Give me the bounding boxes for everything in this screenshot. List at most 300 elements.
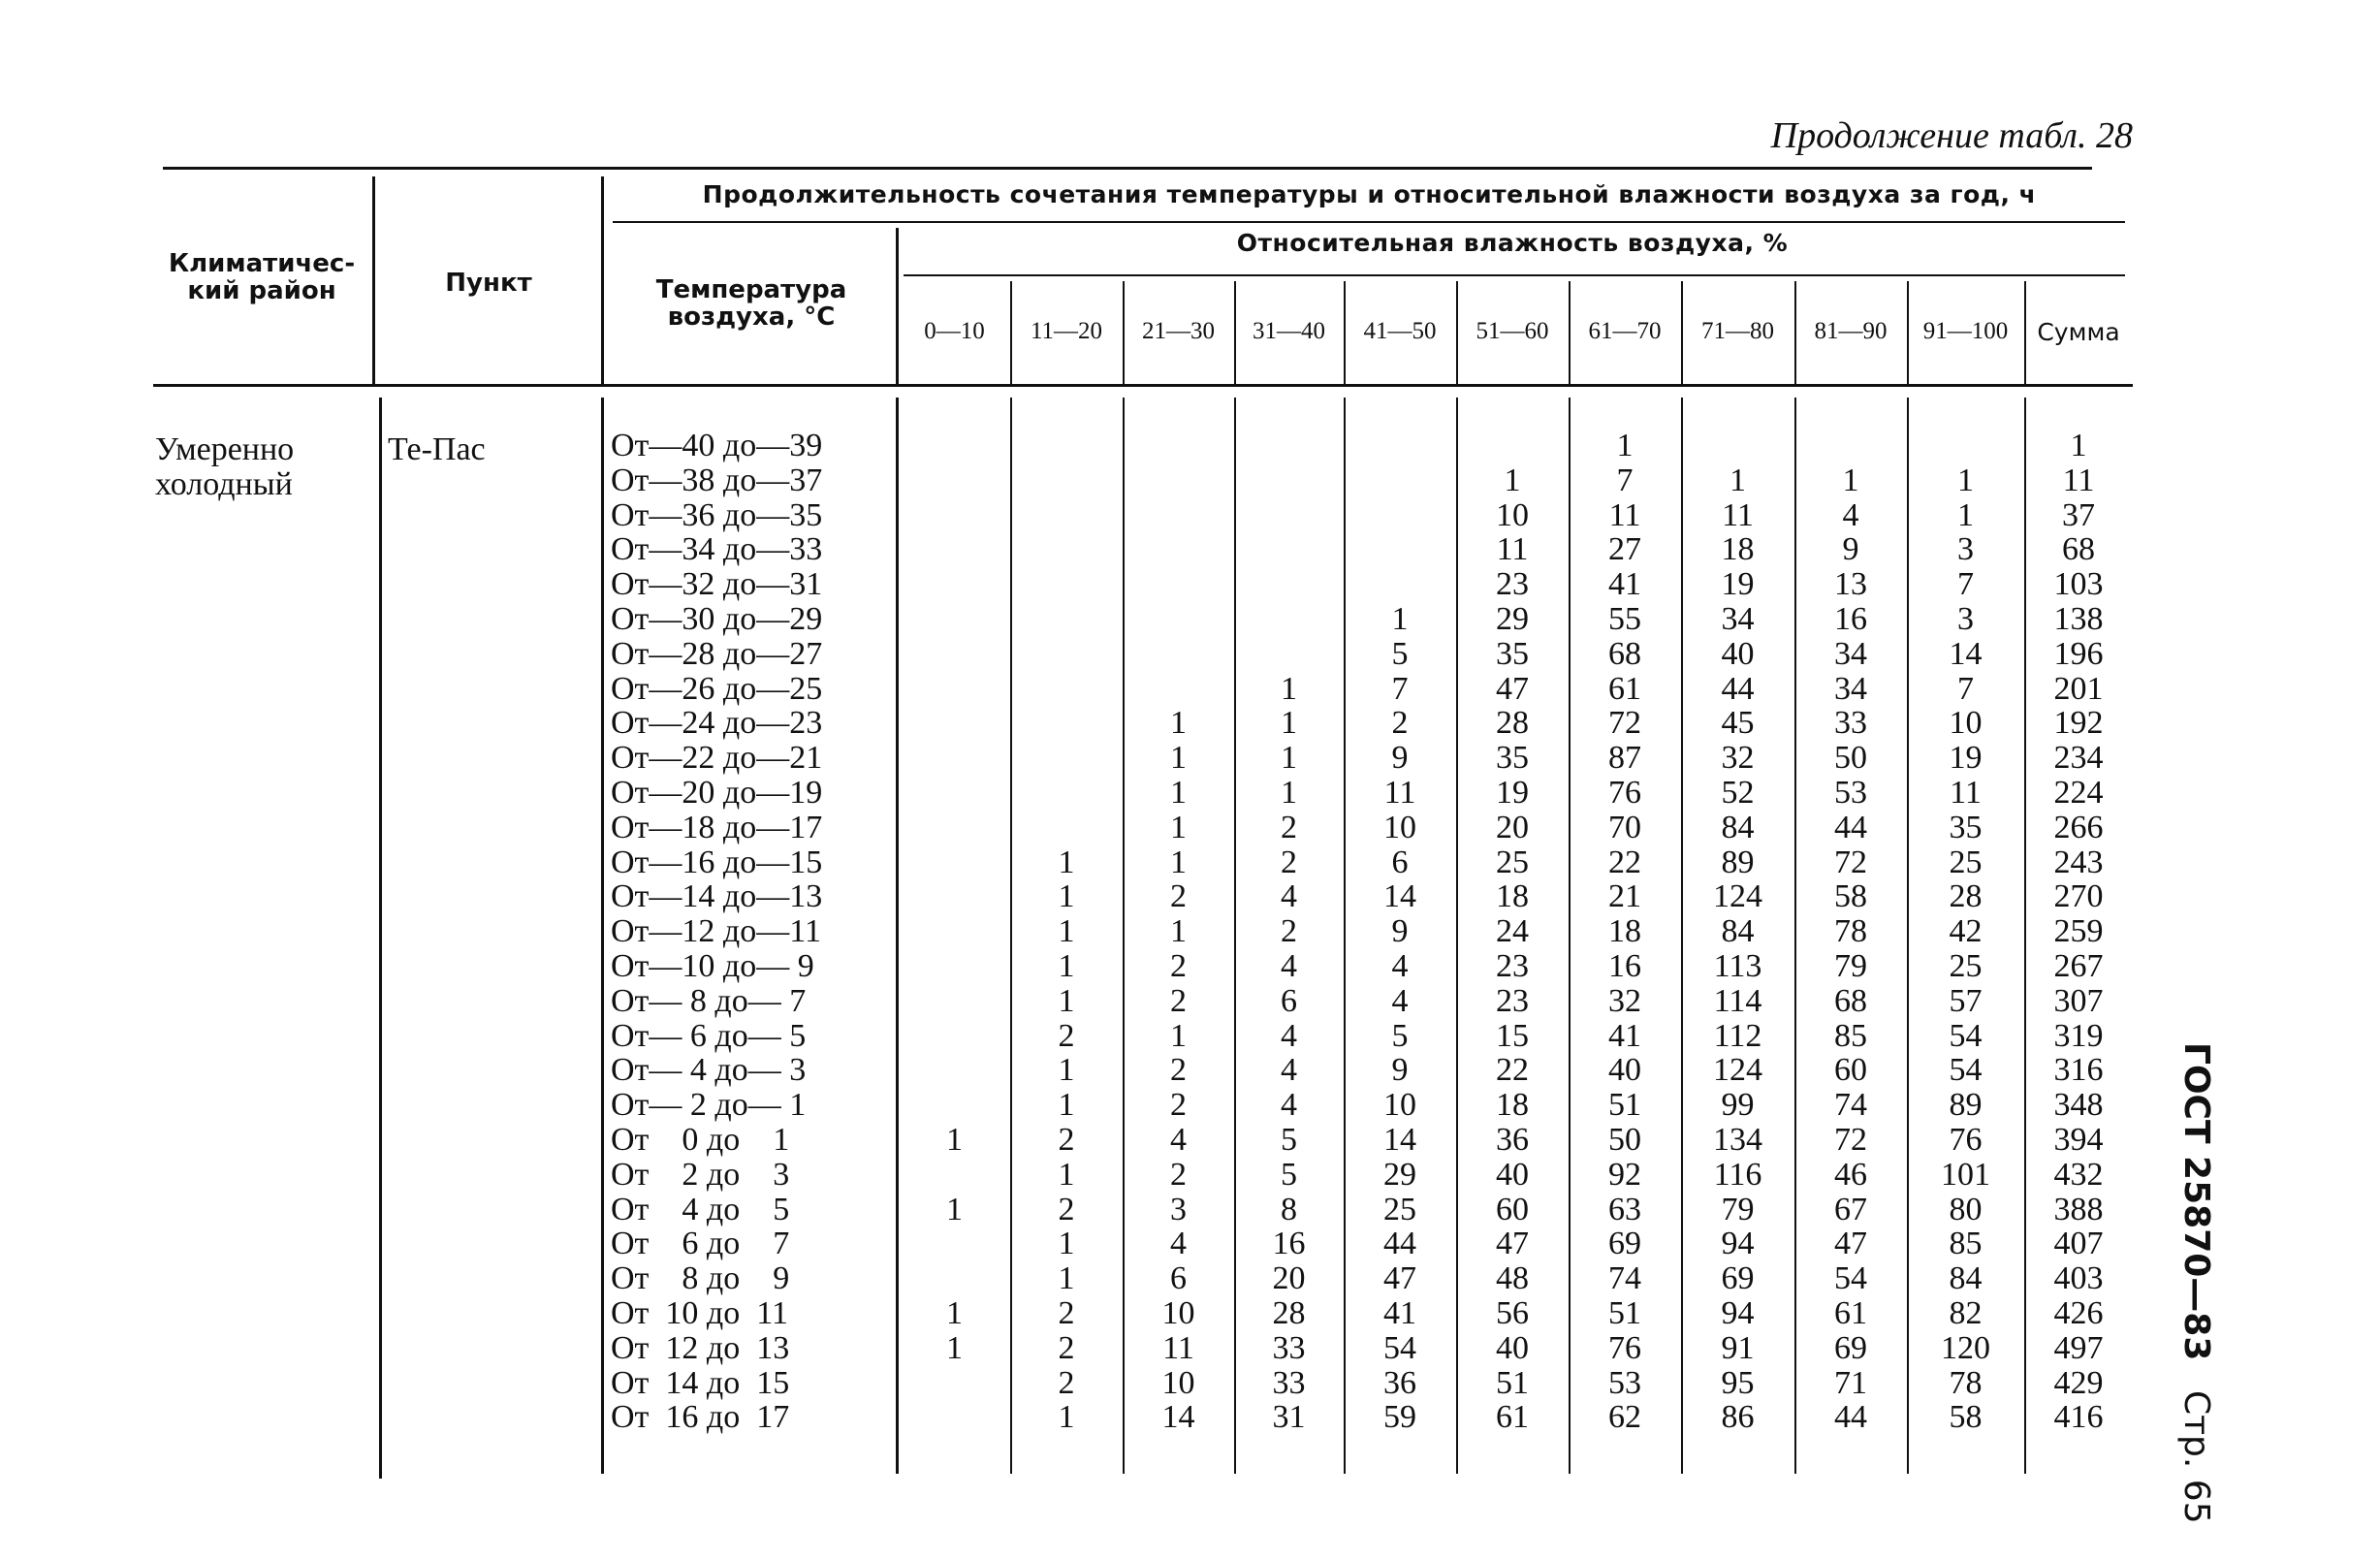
humidity-column-header: 91—100 bbox=[1922, 318, 2009, 344]
district-cell: Умеренно холодный bbox=[155, 431, 295, 502]
humidity-column-header: 31—40 bbox=[1253, 318, 1325, 344]
hours-cell: 11 bbox=[1950, 775, 1982, 811]
col-divider bbox=[601, 176, 604, 385]
hours-cell: 10 bbox=[1383, 809, 1416, 845]
hours-cell: 10 bbox=[1383, 1087, 1416, 1124]
hours-cell: 18 bbox=[1608, 913, 1641, 950]
hours-cell: 3 bbox=[1957, 601, 1974, 637]
temperature-range: От 6 до 7 bbox=[611, 1226, 790, 1262]
hours-cell: 27 bbox=[1608, 531, 1641, 568]
temperature-range: От—24 до—23 bbox=[611, 705, 823, 742]
hours-cell: 76 bbox=[1949, 1122, 1983, 1158]
point-cell: Те-Пас bbox=[388, 431, 486, 467]
hours-cell: 4 bbox=[1281, 1087, 1297, 1124]
hours-cell: 61 bbox=[1834, 1295, 1867, 1331]
hours-cell: 85 bbox=[1949, 1226, 1983, 1262]
hours-cell: 21 bbox=[1608, 878, 1641, 915]
hours-cell: 76 bbox=[1608, 1329, 1641, 1366]
hours-cell: 61 bbox=[1496, 1399, 1529, 1436]
hours-cell: 79 bbox=[1834, 948, 1867, 984]
hours-cell: 51 bbox=[1608, 1295, 1641, 1331]
hours-cell: 18 bbox=[1496, 1087, 1529, 1124]
sum-cell: 426 bbox=[2053, 1295, 2104, 1331]
hours-cell: 24 bbox=[1496, 913, 1529, 950]
hours-cell: 7 bbox=[1616, 462, 1634, 498]
hours-cell: 124 bbox=[1713, 1052, 1762, 1089]
humidity-column-header: 61—70 bbox=[1588, 318, 1662, 344]
hours-cell: 40 bbox=[1721, 635, 1755, 672]
hours-cell: 41 bbox=[1608, 1017, 1641, 1054]
hours-cell: 9 bbox=[1391, 740, 1409, 777]
side-caption bbox=[2176, 1042, 2216, 1524]
hours-cell: 1 bbox=[1058, 1260, 1075, 1297]
hours-cell: 50 bbox=[1608, 1122, 1641, 1158]
hours-cell: 85 bbox=[1834, 1017, 1867, 1054]
hours-cell: 47 bbox=[1383, 1260, 1416, 1297]
hours-cell: 13 bbox=[1834, 566, 1867, 603]
hours-cell: 7 bbox=[1391, 670, 1409, 707]
hours-cell: 1 bbox=[1957, 496, 1974, 533]
hours-cell: 28 bbox=[1272, 1295, 1306, 1331]
humidity-rule bbox=[904, 274, 2125, 276]
hours-cell: 22 bbox=[1608, 844, 1641, 880]
sum-cell: 316 bbox=[2053, 1052, 2104, 1089]
hours-cell: 80 bbox=[1949, 1191, 1983, 1227]
hours-cell: 1 bbox=[1170, 775, 1187, 811]
hours-cell: 14 bbox=[1383, 1122, 1416, 1158]
hours-cell: 84 bbox=[1721, 809, 1755, 845]
col-divider bbox=[896, 228, 899, 385]
hours-cell: 113 bbox=[1713, 948, 1762, 984]
hours-cell: 55 bbox=[1608, 601, 1641, 637]
humidity-column-header: Сумма bbox=[2037, 318, 2120, 346]
hours-cell: 1 bbox=[1281, 670, 1297, 707]
point-header: Пункт bbox=[445, 269, 532, 298]
hours-cell: 47 bbox=[1834, 1226, 1867, 1262]
sum-cell: 348 bbox=[2053, 1087, 2104, 1124]
group-header: Продолжительность сочетания температуры и относительной влажности воздуха за год, ч bbox=[702, 180, 2037, 208]
hours-cell: 61 bbox=[1608, 670, 1641, 707]
sum-cell: 11 bbox=[2062, 462, 2095, 498]
sum-cell: 68 bbox=[2062, 531, 2095, 568]
col-divider bbox=[372, 176, 375, 385]
hours-cell: 14 bbox=[1383, 878, 1416, 915]
page-number: Стр. 65 bbox=[2176, 1389, 2216, 1524]
hours-cell: 114 bbox=[1713, 982, 1762, 1019]
hours-cell: 91 bbox=[1721, 1329, 1755, 1366]
hours-cell: 33 bbox=[1834, 705, 1867, 742]
hours-cell: 54 bbox=[1383, 1329, 1416, 1366]
hours-cell: 4 bbox=[1281, 948, 1297, 984]
temperature-range: От— 8 до— 7 bbox=[611, 982, 807, 1019]
hours-cell: 1 bbox=[1058, 1052, 1075, 1089]
temperature-range: От— 6 до— 5 bbox=[611, 1017, 807, 1054]
hours-cell: 5 bbox=[1391, 635, 1409, 672]
humidity-column-header: 0—10 bbox=[924, 318, 985, 344]
district-header: Климатичес- кий район bbox=[168, 249, 356, 305]
hours-cell: 28 bbox=[1496, 705, 1529, 742]
hours-cell: 35 bbox=[1496, 740, 1529, 777]
temperature-range: От— 2 до— 1 bbox=[611, 1087, 807, 1124]
sum-cell: 319 bbox=[2053, 1017, 2104, 1054]
hours-cell: 23 bbox=[1496, 948, 1529, 984]
hours-cell: 4 bbox=[1842, 496, 1859, 533]
group-rule bbox=[613, 221, 2125, 223]
hours-cell: 4 bbox=[1281, 878, 1297, 915]
hours-cell: 11 bbox=[1608, 496, 1641, 533]
hours-cell: 2 bbox=[1058, 1364, 1075, 1401]
hours-cell: 1 bbox=[1058, 948, 1075, 984]
hours-cell: 44 bbox=[1383, 1226, 1416, 1262]
sum-cell: 416 bbox=[2053, 1399, 2104, 1436]
temperature-range: От—12 до—11 bbox=[611, 913, 821, 950]
hours-cell: 51 bbox=[1608, 1087, 1641, 1124]
hours-cell: 86 bbox=[1721, 1399, 1755, 1436]
hours-cell: 22 bbox=[1496, 1052, 1529, 1089]
hours-cell: 7 bbox=[1957, 566, 1974, 603]
temperature-range: От 14 до 15 bbox=[611, 1364, 790, 1401]
hours-cell: 72 bbox=[1834, 1122, 1867, 1158]
hours-cell: 1 bbox=[1391, 601, 1409, 637]
sum-cell: 429 bbox=[2053, 1364, 2104, 1401]
hours-cell: 25 bbox=[1949, 948, 1983, 984]
hours-cell: 112 bbox=[1713, 1017, 1762, 1054]
hours-cell: 20 bbox=[1496, 809, 1529, 845]
hours-cell: 94 bbox=[1721, 1226, 1755, 1262]
hours-cell: 5 bbox=[1281, 1156, 1297, 1193]
hours-cell: 1 bbox=[1170, 809, 1187, 845]
temperature-range: От 16 до 17 bbox=[611, 1399, 790, 1436]
sum-cell: 407 bbox=[2053, 1226, 2104, 1262]
hours-cell: 84 bbox=[1721, 913, 1755, 950]
hours-cell: 54 bbox=[1949, 1017, 1983, 1054]
hours-cell: 4 bbox=[1170, 1226, 1187, 1262]
hours-cell: 25 bbox=[1496, 844, 1529, 880]
sum-cell: 259 bbox=[2053, 913, 2104, 950]
hours-cell: 44 bbox=[1721, 670, 1755, 707]
hours-cell: 1 bbox=[1170, 913, 1187, 950]
hours-cell: 74 bbox=[1834, 1087, 1867, 1124]
hours-cell: 1 bbox=[1616, 428, 1634, 463]
hours-cell: 1 bbox=[1058, 1226, 1075, 1262]
hours-cell: 1 bbox=[1058, 982, 1075, 1019]
sum-cell: 224 bbox=[2053, 775, 2104, 811]
hours-cell: 1 bbox=[946, 1191, 963, 1227]
hours-cell: 1 bbox=[1058, 1087, 1075, 1124]
hours-cell: 44 bbox=[1834, 809, 1867, 845]
hours-cell: 62 bbox=[1608, 1399, 1641, 1436]
temperature-range: От 4 до 5 bbox=[611, 1191, 790, 1227]
hours-cell: 25 bbox=[1383, 1191, 1416, 1227]
sum-cell: 1 bbox=[2070, 428, 2087, 463]
sum-cell: 403 bbox=[2053, 1260, 2104, 1297]
temperature-range: От—16 до—15 bbox=[611, 844, 823, 880]
hours-cell: 9 bbox=[1391, 1052, 1409, 1089]
hours-cell: 57 bbox=[1949, 982, 1983, 1019]
hours-cell: 58 bbox=[1949, 1399, 1983, 1436]
hours-cell: 69 bbox=[1608, 1226, 1641, 1262]
sum-cell: 201 bbox=[2053, 670, 2104, 707]
hours-cell: 63 bbox=[1608, 1191, 1641, 1227]
hours-cell: 2 bbox=[1281, 913, 1297, 950]
humidity-header: Относительная влажность воздуха, % bbox=[1236, 229, 1789, 257]
hours-cell: 2 bbox=[1170, 982, 1187, 1019]
hours-cell: 72 bbox=[1834, 844, 1867, 880]
hours-cell: 18 bbox=[1721, 531, 1755, 568]
hours-cell: 71 bbox=[1834, 1364, 1867, 1401]
hours-cell: 9 bbox=[1391, 913, 1409, 950]
hours-cell: 18 bbox=[1496, 878, 1529, 915]
hours-cell: 4 bbox=[1391, 982, 1409, 1019]
hours-cell: 60 bbox=[1834, 1052, 1867, 1089]
hours-cell: 60 bbox=[1496, 1191, 1529, 1227]
humidity-column-header: 81—90 bbox=[1814, 318, 1888, 344]
hours-cell: 82 bbox=[1949, 1295, 1983, 1331]
hours-cell: 6 bbox=[1391, 844, 1409, 880]
hours-cell: 41 bbox=[1383, 1295, 1416, 1331]
hours-cell: 34 bbox=[1834, 635, 1867, 672]
hours-cell: 33 bbox=[1272, 1364, 1306, 1401]
hours-cell: 40 bbox=[1608, 1052, 1641, 1089]
hours-cell: 134 bbox=[1713, 1122, 1762, 1158]
hours-cell: 19 bbox=[1721, 566, 1755, 603]
hours-cell: 2 bbox=[1391, 705, 1409, 742]
hours-cell: 1 bbox=[946, 1329, 963, 1366]
temperature-range: От—26 до—25 bbox=[611, 670, 823, 707]
hours-cell: 59 bbox=[1383, 1399, 1416, 1436]
hours-cell: 23 bbox=[1496, 566, 1529, 603]
hours-cell: 124 bbox=[1713, 878, 1762, 915]
hours-cell: 1 bbox=[1058, 1399, 1075, 1436]
hours-cell: 99 bbox=[1721, 1087, 1755, 1124]
hours-cell: 2 bbox=[1281, 809, 1297, 845]
sum-cell: 37 bbox=[2062, 496, 2095, 533]
hours-cell: 1 bbox=[946, 1122, 963, 1158]
hours-cell: 116 bbox=[1713, 1156, 1762, 1193]
hours-cell: 68 bbox=[1834, 982, 1867, 1019]
hours-cell: 8 bbox=[1281, 1191, 1297, 1227]
hours-cell: 36 bbox=[1383, 1364, 1416, 1401]
hours-cell: 1 bbox=[1957, 462, 1974, 498]
hours-cell: 44 bbox=[1834, 1399, 1867, 1436]
hours-cell: 11 bbox=[1162, 1329, 1194, 1366]
hours-cell: 53 bbox=[1834, 775, 1867, 811]
humidity-column-header: 11—20 bbox=[1030, 318, 1103, 344]
hours-cell: 54 bbox=[1949, 1052, 1983, 1089]
humidity-column-header: 71—80 bbox=[1701, 318, 1774, 344]
temperature-range: От 8 до 9 bbox=[611, 1260, 790, 1297]
temperature-range: От—38 до—37 bbox=[611, 462, 823, 498]
hours-cell: 35 bbox=[1496, 635, 1529, 672]
hours-cell: 47 bbox=[1496, 1226, 1529, 1262]
hours-cell: 95 bbox=[1721, 1364, 1755, 1401]
temperature-range: От—18 до—17 bbox=[611, 809, 823, 845]
hours-cell: 79 bbox=[1721, 1191, 1755, 1227]
temperature-range: От—28 до—27 bbox=[611, 635, 823, 672]
hours-cell: 48 bbox=[1496, 1260, 1529, 1297]
temperature-range: От—34 до—33 bbox=[611, 531, 823, 568]
temperature-range: От— 4 до— 3 bbox=[611, 1052, 807, 1089]
sum-cell: 234 bbox=[2053, 740, 2104, 777]
top-rule bbox=[163, 167, 2092, 170]
hours-cell: 45 bbox=[1721, 705, 1755, 742]
col-divider bbox=[601, 398, 604, 1474]
hours-cell: 78 bbox=[1834, 913, 1867, 950]
hours-cell: 1 bbox=[1504, 462, 1521, 498]
temperature-range: От 12 до 13 bbox=[611, 1329, 790, 1366]
hours-cell: 1 bbox=[1170, 740, 1187, 777]
hours-cell: 34 bbox=[1721, 601, 1755, 637]
standard-number: ГОСТ 25870—83 bbox=[2176, 1042, 2216, 1361]
hours-cell: 5 bbox=[1391, 1017, 1409, 1054]
hours-cell: 101 bbox=[1941, 1156, 1990, 1193]
hours-cell: 14 bbox=[1161, 1399, 1195, 1436]
continuation-label: Продолжение табл. 28 bbox=[1770, 115, 2133, 156]
hours-cell: 52 bbox=[1721, 775, 1755, 811]
hours-cell: 2 bbox=[1281, 844, 1297, 880]
hours-cell: 11 bbox=[1496, 531, 1529, 568]
hours-cell: 11 bbox=[1722, 496, 1754, 533]
hours-cell: 87 bbox=[1608, 740, 1641, 777]
hours-cell: 31 bbox=[1272, 1399, 1306, 1436]
humidity-column-header: 21—30 bbox=[1142, 318, 1215, 344]
hours-cell: 41 bbox=[1608, 566, 1641, 603]
hours-cell: 47 bbox=[1496, 670, 1529, 707]
hours-cell: 32 bbox=[1721, 740, 1755, 777]
hours-cell: 68 bbox=[1608, 635, 1641, 672]
hours-cell: 1 bbox=[1058, 913, 1075, 950]
hours-cell: 1 bbox=[1281, 740, 1297, 777]
humidity-column-header: 41—50 bbox=[1363, 318, 1437, 344]
hours-cell: 2 bbox=[1058, 1295, 1075, 1331]
sum-cell: 267 bbox=[2053, 948, 2104, 984]
sum-cell: 432 bbox=[2053, 1156, 2104, 1193]
temperature-range: От—40 до—39 bbox=[611, 428, 823, 463]
sum-cell: 394 bbox=[2053, 1122, 2104, 1158]
temperature-range: От 2 до 3 bbox=[611, 1156, 790, 1193]
hours-cell: 72 bbox=[1608, 705, 1641, 742]
hours-cell: 28 bbox=[1949, 878, 1983, 915]
hours-cell: 23 bbox=[1496, 982, 1529, 1019]
hours-cell: 76 bbox=[1608, 775, 1641, 811]
hours-cell: 2 bbox=[1058, 1191, 1075, 1227]
hours-cell: 40 bbox=[1496, 1329, 1529, 1366]
hours-cell: 3 bbox=[1957, 531, 1974, 568]
hours-cell: 16 bbox=[1834, 601, 1867, 637]
hours-cell: 4 bbox=[1281, 1017, 1297, 1054]
hours-cell: 35 bbox=[1949, 809, 1983, 845]
hours-cell: 42 bbox=[1949, 913, 1983, 950]
hours-cell: 51 bbox=[1496, 1364, 1529, 1401]
hours-cell: 1 bbox=[1170, 1017, 1187, 1054]
sum-cell: 497 bbox=[2053, 1329, 2104, 1366]
sum-cell: 388 bbox=[2053, 1191, 2104, 1227]
hours-cell: 120 bbox=[1941, 1329, 1990, 1366]
hours-cell: 2 bbox=[1170, 1052, 1187, 1089]
hours-cell: 4 bbox=[1281, 1052, 1297, 1089]
temperature-range: От—22 до—21 bbox=[611, 740, 823, 777]
hours-cell: 1 bbox=[1170, 705, 1187, 742]
hours-cell: 89 bbox=[1949, 1087, 1983, 1124]
hours-cell: 78 bbox=[1949, 1364, 1983, 1401]
temperature-range: От—30 до—29 bbox=[611, 601, 823, 637]
sum-cell: 266 bbox=[2053, 809, 2104, 845]
col-divider bbox=[379, 398, 382, 1479]
hours-cell: 67 bbox=[1834, 1191, 1867, 1227]
hours-cell: 20 bbox=[1272, 1260, 1306, 1297]
hours-cell: 84 bbox=[1949, 1260, 1983, 1297]
hours-cell: 10 bbox=[1161, 1364, 1195, 1401]
hours-cell: 29 bbox=[1383, 1156, 1416, 1193]
humidity-column-header: 51—60 bbox=[1476, 318, 1549, 344]
hours-cell: 1 bbox=[1058, 878, 1075, 915]
hours-cell: 14 bbox=[1949, 635, 1983, 672]
sum-cell: 307 bbox=[2053, 982, 2104, 1019]
hours-cell: 40 bbox=[1496, 1156, 1529, 1193]
hours-cell: 36 bbox=[1496, 1122, 1529, 1158]
hours-cell: 89 bbox=[1721, 844, 1755, 880]
hours-cell: 34 bbox=[1834, 670, 1867, 707]
hours-cell: 2 bbox=[1170, 948, 1187, 984]
hours-cell: 6 bbox=[1170, 1260, 1187, 1297]
temperature-range: От—20 до—19 bbox=[611, 775, 823, 811]
sum-cell: 103 bbox=[2053, 566, 2104, 603]
temperature-range: От—10 до— 9 bbox=[611, 948, 814, 984]
sum-cell: 192 bbox=[2053, 705, 2104, 742]
hours-cell: 16 bbox=[1272, 1226, 1306, 1262]
hours-cell: 69 bbox=[1721, 1260, 1755, 1297]
hours-cell: 15 bbox=[1496, 1017, 1529, 1054]
temperature-range: От—36 до—35 bbox=[611, 496, 823, 533]
hours-cell: 74 bbox=[1608, 1260, 1641, 1297]
sum-cell: 243 bbox=[2053, 844, 2104, 880]
hours-cell: 19 bbox=[1496, 775, 1529, 811]
sum-cell: 138 bbox=[2053, 601, 2104, 637]
hours-cell: 1 bbox=[1170, 844, 1187, 880]
hours-cell: 2 bbox=[1058, 1329, 1075, 1366]
hours-cell: 1 bbox=[1281, 705, 1297, 742]
hours-cell: 2 bbox=[1058, 1017, 1075, 1054]
temperature-range: От—14 до—13 bbox=[611, 878, 823, 915]
hours-cell: 46 bbox=[1834, 1156, 1867, 1193]
temperature-range: От 10 до 11 bbox=[611, 1295, 788, 1331]
hours-cell: 6 bbox=[1281, 982, 1297, 1019]
hours-cell: 70 bbox=[1608, 809, 1641, 845]
hours-cell: 10 bbox=[1161, 1295, 1195, 1331]
hours-cell: 29 bbox=[1496, 601, 1529, 637]
hours-cell: 53 bbox=[1608, 1364, 1641, 1401]
hours-cell: 69 bbox=[1834, 1329, 1867, 1366]
hours-cell: 2 bbox=[1170, 878, 1187, 915]
hours-cell: 58 bbox=[1834, 878, 1867, 915]
hours-cell: 1 bbox=[946, 1295, 963, 1331]
hours-cell: 10 bbox=[1496, 496, 1529, 533]
hours-cell: 50 bbox=[1834, 740, 1867, 777]
hours-cell: 2 bbox=[1170, 1087, 1187, 1124]
hours-cell: 3 bbox=[1170, 1191, 1187, 1227]
header-bottom-rule bbox=[153, 384, 2133, 387]
temperature-header: Температура воздуха, °С bbox=[655, 275, 847, 332]
temperature-range: От—32 до—31 bbox=[611, 566, 823, 603]
hours-cell: 25 bbox=[1949, 844, 1983, 880]
sum-cell: 270 bbox=[2053, 878, 2104, 915]
hours-cell: 1 bbox=[1729, 462, 1746, 498]
hours-cell: 4 bbox=[1170, 1122, 1187, 1158]
hours-cell: 7 bbox=[1957, 670, 1974, 707]
hours-cell: 54 bbox=[1834, 1260, 1867, 1297]
hours-cell: 19 bbox=[1949, 740, 1983, 777]
hours-cell: 1 bbox=[1058, 844, 1075, 880]
